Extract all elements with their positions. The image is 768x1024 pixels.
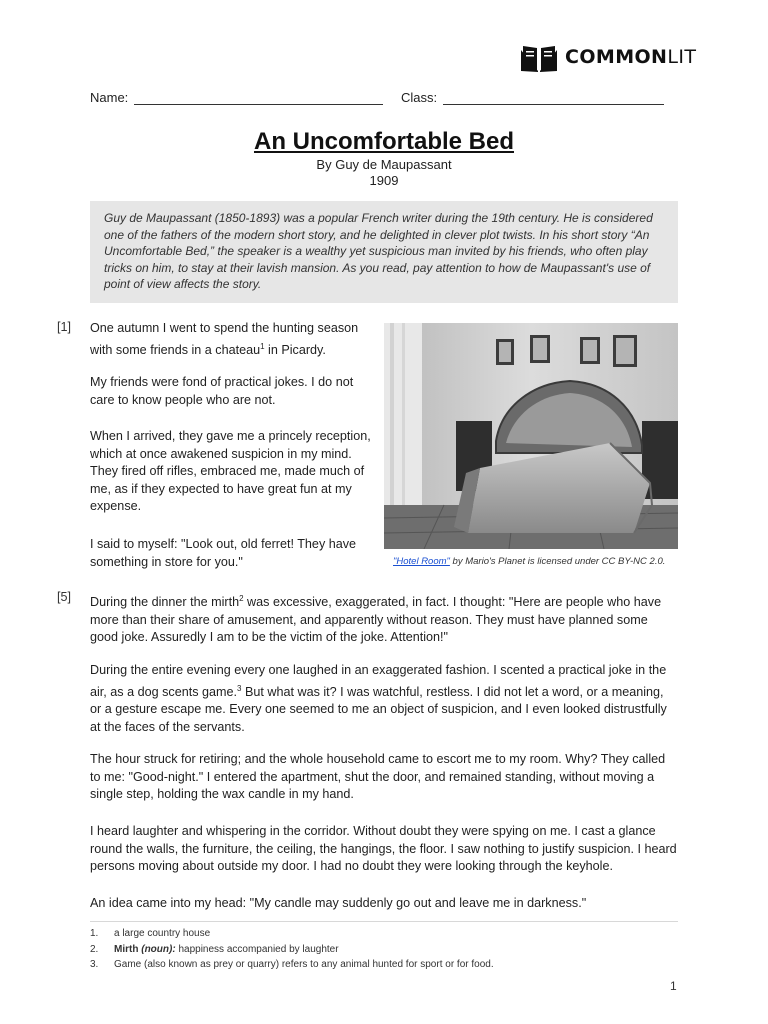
story-paragraph-3: When I arrived, they gave me a princely reception, which at once awakened suspicion in my mind. They fired off rifles, embraced me, made much of me, as if they expected to have great fun at my expense. (90, 429, 371, 513)
story-paragraph-7: The hour struck for retiring; and the whole household came to escort me to my room. Why? They called to me: "Good-night." I entered the apartment, shut the door, and remained standing, without moving a single step, holding the wax candle in my hand. (90, 752, 666, 801)
story-paragraph-5: During the dinner the mirth$^2$ was excessive, exaggerated, in fact. I thought: "Here are people who have more than their share of amusement, and apparently without reason. They must have planned some good joke. Assuredly I am to be the victim of the joke. Attention!" (90, 594, 662, 645)
footnote-2: 2. Mirth (noun): happiness accompanied by laughter (90, 943, 339, 955)
name-field[interactable] (90, 90, 383, 105)
footnote-1: 1. a large country house (90, 928, 211, 939)
page-number: 1 (670, 979, 677, 993)
open-book-icon (520, 42, 558, 72)
name-label: Name: (90, 90, 129, 105)
footnotes (90, 926, 494, 973)
story-paragraph-8: I heard laughter and whispering in the corridor. Without doubt they were spying on me. I cast a glance round the walls, the furniture, the ceiling, the hangings, the floor. I saw nothing to justify suspicion. I heard persons moving about outside my door. I had no doubt they were looking through the keyhole. (90, 824, 677, 873)
intro-box: Guy de Maupassant (1850-1893) was a popular French writer during the 19th century. He is considered one of the fathers of the modern short story, and he delighted in clever plot twists. In his short story “An Uncomfortable Bed,” the speaker is a wealthy yet suspicious man invited by his friends, who often play tricks on him, to stay at their lavish mansion. As you read, pay attention to how de Maupassant's use of point of view affects the story. (90, 201, 678, 303)
footnote-3: 3. Game (also known as prey or quarry) refers to any animal hunted for sport or for food. (90, 959, 494, 970)
class-label: Class: (401, 90, 438, 105)
story-paragraph-2: My friends were fond of practical jokes. I do not care to know people who are not. (90, 375, 354, 407)
author-line: By Guy de Maupassant (316, 157, 452, 172)
story-paragraph-4: I said to myself: "Look out, old ferret! They have something in store for you." (90, 537, 357, 569)
commonlit-logo (520, 42, 696, 72)
footnote-ref-1: 1 (260, 341, 265, 351)
story-paragraph-9: An idea came into my head: "My candle may suddenly go out and leave me in darkness." (90, 896, 587, 910)
class-field[interactable] (401, 90, 664, 105)
story-paragraph-6: During the entire evening every one laughed in an exaggerated fashion. I scented a practical joke in the air, as a dog scents game.$^3$ But what was it? I was watchful, restless. I did not let a word, or a meaning, or a gesture escape me. Every one seemed to me an object of suspicion, and I even looked distrustfully at the faces of the servants. (90, 663, 667, 734)
footnote-ref-2: 2 (239, 594, 244, 603)
story-paragraph-1: One autumn I went to spend the hunting season with some friends in a chateau$^1$ in Picardy. (90, 321, 359, 357)
photo-caption: "Hotel Room" by Mario's Planet is licensed under CC BY-NC 2.0. (393, 556, 666, 567)
class-line[interactable] (443, 90, 664, 105)
title-block (0, 127, 768, 189)
page-title: An Uncomfortable Bed (253, 128, 514, 155)
footnote-ref-3: 3 (237, 683, 242, 693)
name-line[interactable] (134, 90, 383, 105)
footnotes-divider (90, 921, 678, 922)
hotel-room-photo (384, 323, 678, 549)
year-line: 1909 (369, 173, 399, 188)
photo-link[interactable]: "Hotel Room" (393, 556, 450, 567)
paragraph-number-5: [5] (57, 590, 72, 604)
paragraph-number-1: [1] (57, 320, 72, 334)
brand-name: COMMONLIT (565, 46, 697, 68)
